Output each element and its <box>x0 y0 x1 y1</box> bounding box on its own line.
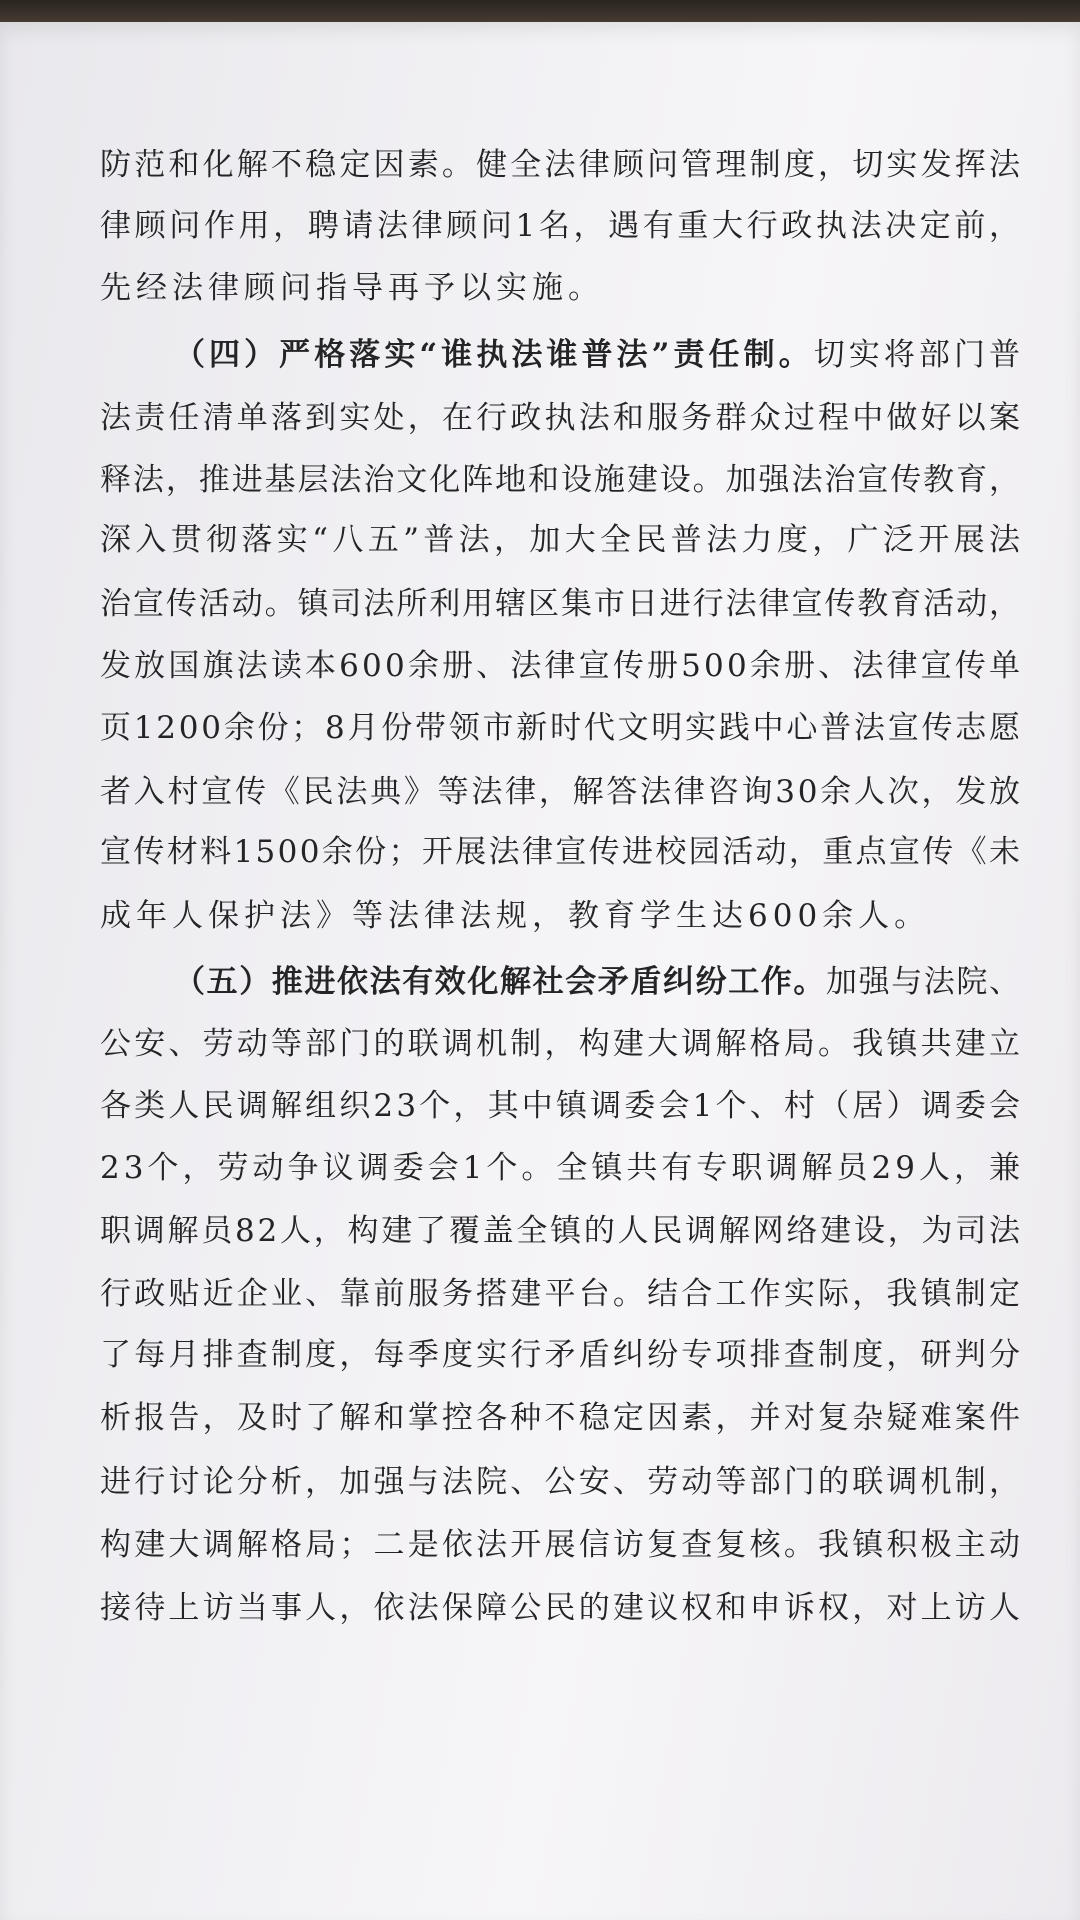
text-line-rest: 切实将部门普 <box>813 337 1025 373</box>
text-line: 接待上访当事人，依法保障公民的建议权和申诉权，对上访人 <box>100 1590 1024 1626</box>
text-line: 职调解员82人，构建了覆盖全镇的人民调解网络建设，为司法 <box>100 1213 1023 1249</box>
text-line: 页1200余份；8月份带领市新时代文明实践中心普法宣传志愿 <box>100 710 1023 746</box>
text-line: 各类人民调解组织23个，其中镇调委会1个、村（居）调委会 <box>100 1088 1024 1124</box>
paper-page <box>0 22 1080 1920</box>
text-line: 了每月排查制度，每季度实行矛盾纠纷专项排查制度，研判分 <box>100 1337 1024 1373</box>
text-line <box>174 335 1024 375</box>
text-line: 法责任清单落到实处，在行政执法和服务群众过程中做好以案 <box>100 400 1024 436</box>
text-line-rest: 加强与法院、 <box>826 964 1022 1000</box>
text-line: 律顾问作用，聘请法律顾问1名，遇有重大行政执法决定前， <box>100 208 1024 244</box>
text-line <box>174 962 1022 1002</box>
text-line: 进行讨论分析，加强与法院、公安、劳动等部门的联调机制， <box>100 1464 1024 1500</box>
text-line: 构建大调解格局；二是依法开展信访复查复核。我镇积极主动 <box>100 1527 1024 1563</box>
text-line: 成年人保护法》等法律法规，教育学生达600余人。 <box>100 898 931 934</box>
text-line: 发放国旗法读本600余册、法律宣传册500余册、法律宣传单 <box>100 648 1024 684</box>
text-line: 先经法律顾问指导再予以实施。 <box>100 270 604 306</box>
text-line: 防范和化解不稳定因素。健全法律顾问管理制度，切实发挥法 <box>100 147 1024 183</box>
section-heading: （五）推进依法有效化解社会矛盾纠纷工作。 <box>174 964 826 1000</box>
text-line: 宣传材料1500余份；开展法律宣传进校园活动，重点宣传《未 <box>100 834 1023 870</box>
text-line: 深入贯彻落实“八五”普法，加大全民普法力度，广泛开展法 <box>100 522 1025 558</box>
text-line: 释法，推进基层法治文化阵地和设施建设。加强法治宣传教育， <box>100 462 1022 498</box>
text-line: 者入村宣传《民法典》等法律，解答法律咨询30余人次，发放 <box>100 774 1023 810</box>
section-heading: （四）严格落实“谁执法谁普法”责任制。 <box>174 337 814 373</box>
text-line: 公安、劳动等部门的联调机制，构建大调解格局。我镇共建立 <box>100 1026 1024 1062</box>
text-line: 析报告，及时了解和掌控各种不稳定因素，并对复杂疑难案件 <box>100 1400 1024 1436</box>
text-line: 23个，劳动争议调委会1个。全镇共有专职调解员29人，兼 <box>100 1150 1025 1186</box>
text-line: 治宣传活动。镇司法所利用辖区集市日进行法律宣传教育活动， <box>100 586 1022 622</box>
text-line: 行政贴近企业、靠前服务搭建平台。结合工作实际，我镇制定 <box>100 1276 1024 1312</box>
